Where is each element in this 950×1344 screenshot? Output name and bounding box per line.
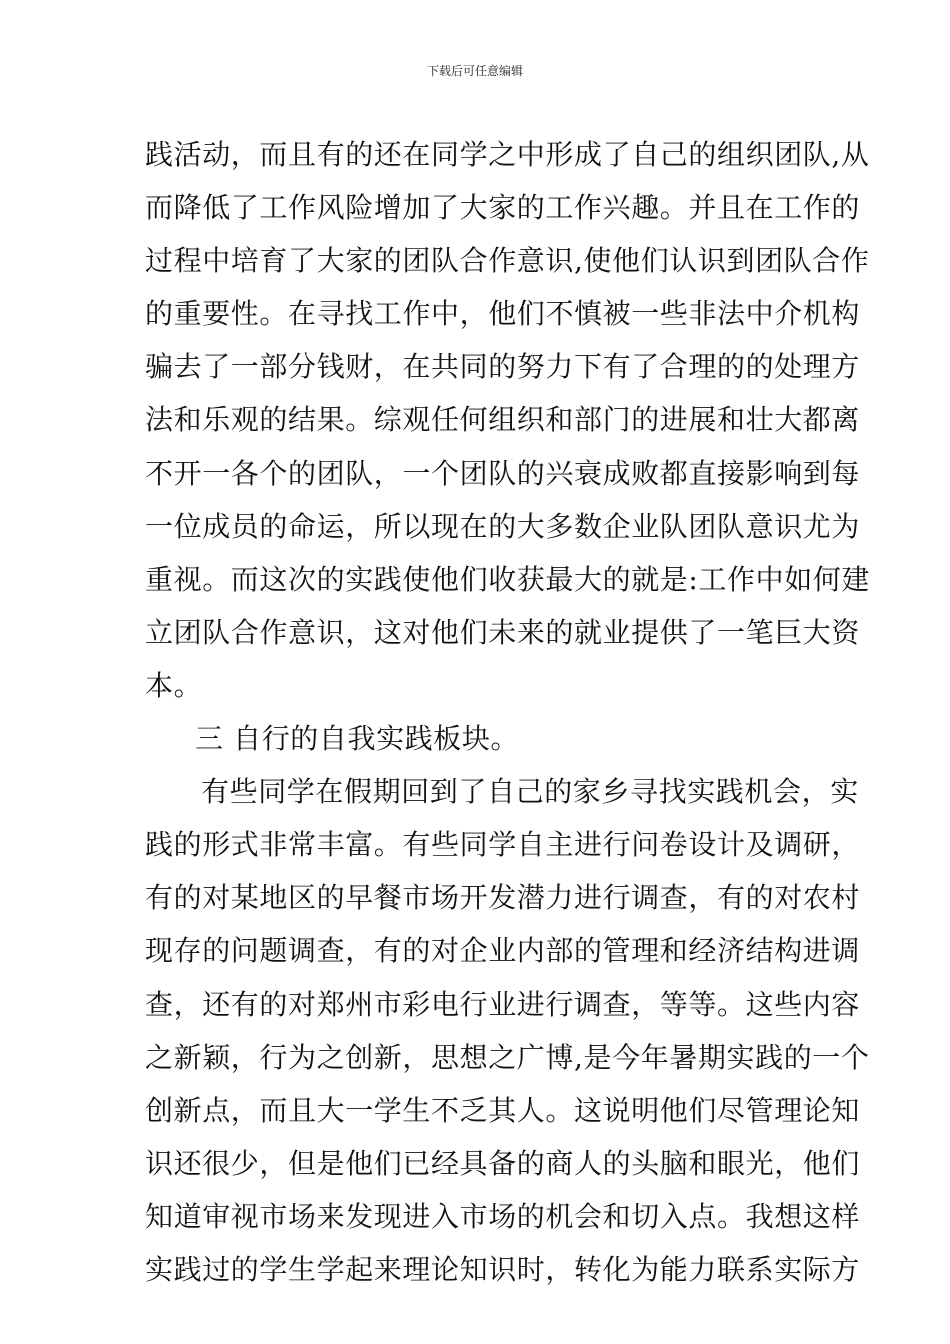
text-line: 践的形式非常丰富。有些同学自主进行问卷设计及调研， bbox=[145, 828, 861, 862]
section-heading: 三 自行的自我实践板块。 bbox=[195, 722, 520, 756]
text-line: 而降低了工作风险增加了大家的工作兴趣。并且在工作的 bbox=[145, 191, 861, 225]
text-line: 法和乐观的结果。综观任何组织和部门的进展和壮大都离 bbox=[145, 403, 861, 437]
text-line: 知道审视市场来发现进入市场的机会和切入点。我想这样 bbox=[145, 1199, 861, 1233]
text-line: 识还很少，但是他们已经具备的商人的头脑和眼光，他们 bbox=[145, 1146, 861, 1180]
text-line: 一位成员的命运，所以现在的大多数企业队团队意识尤为 bbox=[145, 509, 861, 543]
text-line: 现存的问题调查，有的对企业内部的管理和经济结构进调 bbox=[145, 934, 861, 968]
document-body bbox=[145, 128, 871, 1296]
text-line: 之新颖，行为之创新，思想之广博,是今年暑期实践的一个 bbox=[145, 1040, 870, 1074]
text-line: 重视。而这次的实践使他们收获最大的就是:工作中如何建 bbox=[145, 562, 871, 596]
text-line: 实践过的学生学起来理论知识时，转化为能力联系实际方 bbox=[145, 1252, 861, 1286]
text-line: 践活动，而且有的还在同学之中形成了自己的组织团队,从 bbox=[145, 138, 870, 171]
text-line: 的重要性。在寻找工作中，他们不慎被一些非法中介机构 bbox=[145, 297, 861, 331]
text-line: 创新点，而且大一学生不乏其人。这说明他们尽管理论知 bbox=[145, 1093, 861, 1127]
text-line: 有的对某地区的早餐市场开发潜力进行调查，有的对农村 bbox=[145, 881, 861, 915]
text-line: 立团队合作意识，这对他们未来的就业提供了一笔巨大资 bbox=[145, 615, 861, 649]
text-line: 骗去了一部分钱财，在共同的努力下有了合理的的处理方 bbox=[145, 350, 861, 384]
text-line: 过程中培育了大家的团队合作意识,使他们认识到团队合作 bbox=[145, 244, 870, 278]
text-line: 不开一各个的团队，一个团队的兴衰成败都直接影响到每 bbox=[145, 456, 861, 490]
text-line: 查，还有的对郑州市彩电行业进行调查，等等。这些内容 bbox=[145, 987, 861, 1021]
text-line: 本。 bbox=[145, 668, 203, 702]
page-header-note: 下载后可任意编辑 bbox=[426, 64, 523, 78]
paragraph-first-line: 有些同学在假期回到了自己的家乡寻找实践机会，实 bbox=[201, 775, 859, 809]
